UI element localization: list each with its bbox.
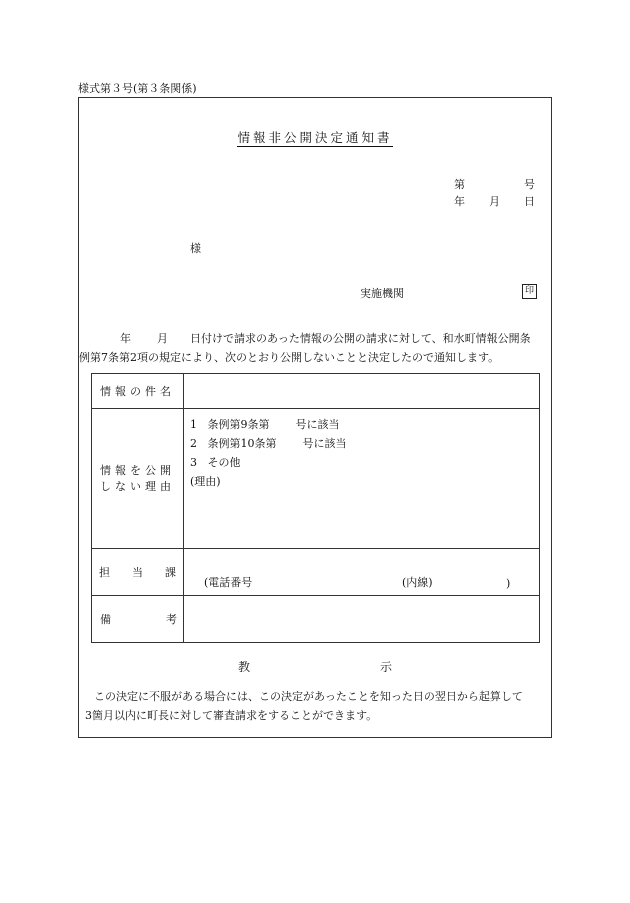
remarks-cell <box>184 596 540 643</box>
document-title: 情報非公開決定通知書 <box>237 130 393 145</box>
label-remarks: 備 考 <box>92 596 184 643</box>
seal-mark: 印 <box>522 284 537 299</box>
notice-line1: この決定に不服がある場合には、この決定があったことを知った日の翌日から起算して <box>94 690 523 703</box>
label-subject: 情報の件名 <box>92 374 184 409</box>
reason-item-1: 1 条例第9条第 号に該当 <box>190 418 340 431</box>
body-month: 月 <box>157 332 168 345</box>
info-table <box>91 373 540 643</box>
label-department: 担 当 課 <box>92 549 184 596</box>
notice-paragraph <box>86 687 548 725</box>
label-reason: 情報を公開 しない理由 <box>92 409 184 549</box>
reason-cell <box>184 409 540 549</box>
body-year: 年 <box>120 332 131 345</box>
extension-close: ) <box>506 577 511 590</box>
extension-label: (内線) <box>402 576 433 589</box>
doc-no-suffix: 号 <box>524 178 535 191</box>
subject-cell <box>184 374 540 409</box>
form-number: 様式第３号(第３条関係) <box>78 82 197 95</box>
phone-label: (電話番号 <box>204 576 253 589</box>
reason-note: (理由) <box>190 475 221 488</box>
notice-heading: 教 示 <box>237 660 393 674</box>
reason-item-2: 2 条例第10条第 号に該当 <box>190 437 347 450</box>
date-month: 月 <box>489 195 500 208</box>
reason-item-3: 3 その他 <box>190 456 241 469</box>
notice-line2: 3箇月以内に町長に対して審査請求をすることができます。 <box>85 709 378 722</box>
body-line2: 例第7条第2項の規定により、次のとおり公開しないことと決定したので通知します。 <box>79 351 500 364</box>
addressee-suffix: 様 <box>190 242 201 255</box>
body-line1-rest: 日付けで請求のあった情報の公開の請求に対して、和水町情報公開条 <box>190 332 531 345</box>
body-paragraph <box>79 329 548 367</box>
doc-no-prefix: 第 <box>454 178 465 191</box>
date-year: 年 <box>454 195 465 208</box>
issuer-label: 実施機関 <box>360 287 404 300</box>
date-day: 日 <box>524 195 535 208</box>
department-cell <box>184 549 540 596</box>
